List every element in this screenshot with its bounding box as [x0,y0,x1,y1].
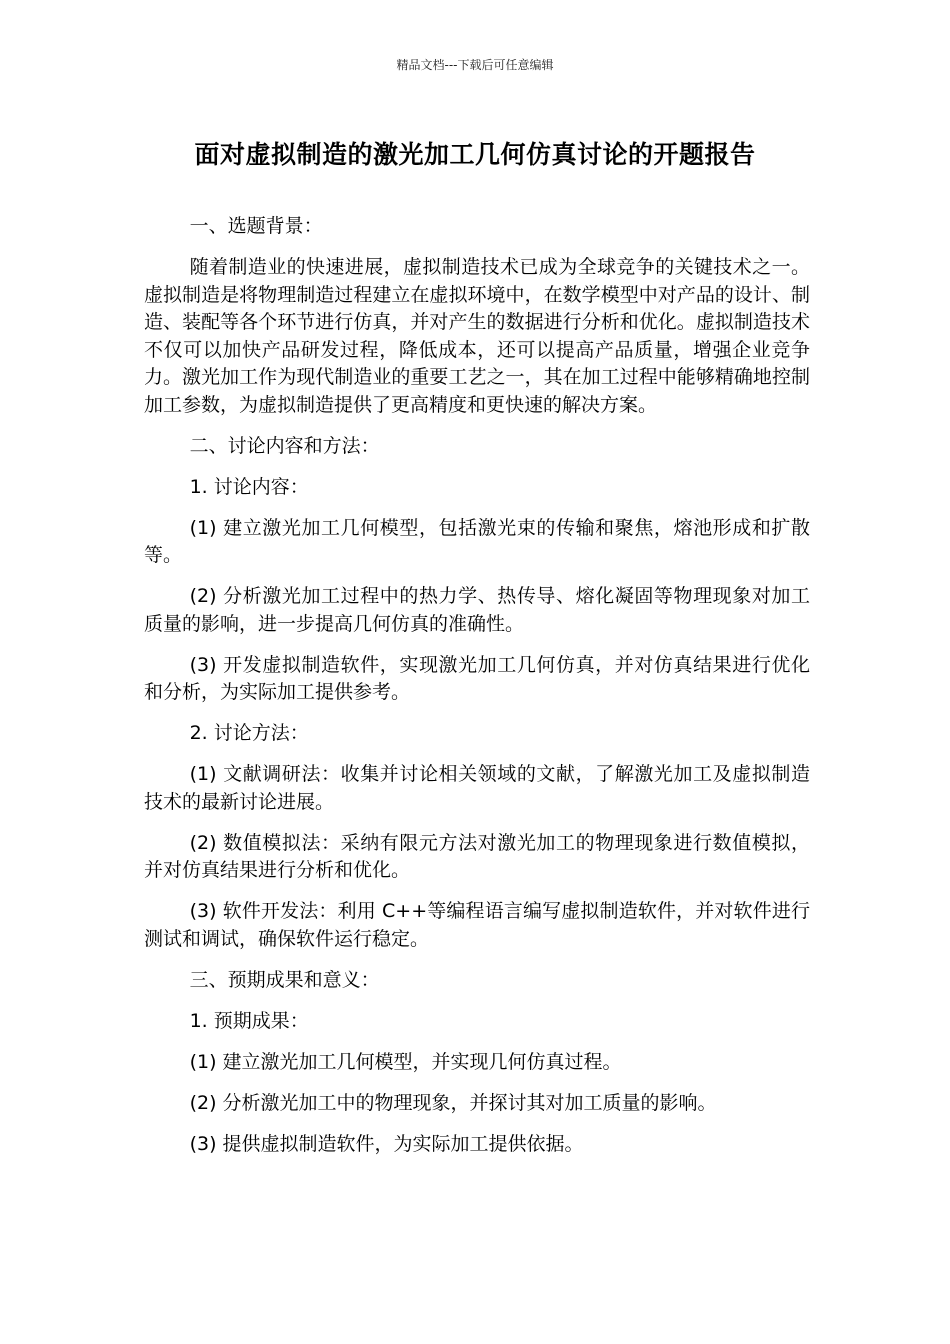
result-item-2: (2) 分析激光加工中的物理现象，并探讨其对加工质量的影响。 [189,1091,717,1114]
subheading-research-methods: 2. 讨论方法： [189,722,309,744]
method-item-2: (2) 数值模拟法：采纳有限元方法对激光加工的物理现象进行数值模拟，并对仿真结果进行分析和优化。 [144,831,810,881]
subheading-expected-results: 1. 预期成果： [189,1009,309,1032]
content-item-2: (2) 分析激光加工过程中的热力学、热传导、熔化凝固等物理现象对加工质量的影响，进一步提高几何仿真的准确性。 [144,585,810,635]
method-item-1: (1) 文献调研法：收集并讨论相关领域的文献，了解激光加工及虚拟制造技术的最新讨论进展。 [144,763,810,813]
section-heading-content-methods: 二、讨论内容和方法： [189,434,380,457]
document-body [144,213,810,1172]
page-header: 精品文档---下载后可任意编辑 [396,58,554,72]
document-title: 面对虚拟制造的激光加工几何仿真讨论的开题报告 [194,140,756,169]
method-item-3: (3) 软件开发法：利用 C++等编程语言编写虚拟制造软件，并对软件进行测试和调试，确保软件运行稳定。 [144,900,810,950]
section-heading-background: 一、选题背景： [189,215,323,237]
result-item-1: (1) 建立激光加工几何模型，并实现几何仿真过程。 [189,1050,622,1073]
content-item-1: (1) 建立激光加工几何模型，包括激光束的传输和聚焦，熔池形成和扩散等。 [144,516,810,566]
result-item-3: (3) 提供虚拟制造软件，为实际加工提供依据。 [189,1132,584,1155]
content-item-3: (3) 开发虚拟制造软件，实现激光加工几何仿真，并对仿真结果进行优化和分析，为实际加工提供参考。 [144,653,810,703]
section-heading-expected-results: 三、预期成果和意义： [189,968,380,991]
background-paragraph: 随着制造业的快速进展，虚拟制造技术已成为全球竞争的关键技术之一。虚拟制造是将物理制造过程建立在虚拟环境中，在数学模型中对产品的设计、制造、装配等各个环节进行仿真，并对产生的数据进行分析和优化。虚拟制造技术不仅可以加快产品研发过程，降低成本，还可以提高产品质量，增强企业竞争力。激光加工作为现代制造业的重要工艺之一，其在加工过程中能够精确地控制加工参数，为虚拟制造提供了更高精度和更快速的解决方案。 [144,256,810,416]
subheading-research-content: 1. 讨论内容： [189,475,309,498]
